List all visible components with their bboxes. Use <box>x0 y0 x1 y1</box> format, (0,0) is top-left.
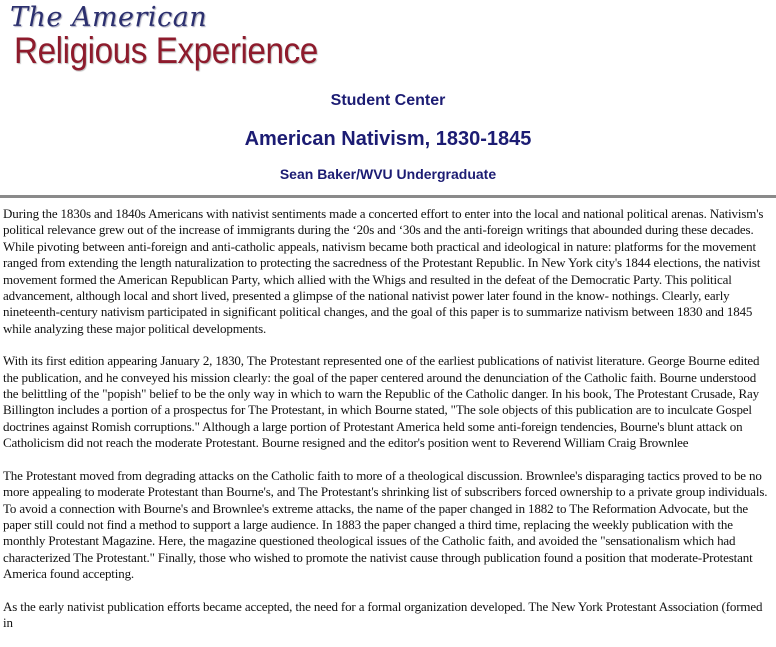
paragraph: During the 1830s and 1840s Americans with nativist sentiments made a concerted effort to enter into the local and national political arenas. Nativism's political relevance grew out of the increase of immigrants during the ‘20s and ‘30s and the anti-foreign writings that abounded during these decades. While pivoting between anti-foreign and anti-catholic appeals, nativism became both practical and ideological in nature: platforms for the movement ranged from extending the length naturalization to protecting the sacredness of the Protestant Republic. In New York city's 1844 elections, the nativist movement formed the American Republican Party, which allied with the Whigs and resulted in the defeat of the Democratic Party. This political advancement, although local and short lived, presented a glimpse of the national nativist power later found in the know- nothings. Clearly, early nineteenth-century nativism participated in significant political changes, and the goal of this paper is to summarize nativism between 1830 and 1845 while analyzing these major political developments. <box>3 206 764 336</box>
paragraph: With its first edition appearing January 2, 1830, The Protestant represented one of the earliest publications of nativist literature. George Bourne edited the publication, and he conveyed his mission clearly: the goal of the paper centered around the denunciation of the Catholic faith. Bourne understood the belittling of the "popish" belief to be the only way in which to warn the Republic of the Catholic danger. In his book, The Protestant Crusade, Ray Billington includes a portion of a prospectus for The Protestant, in which Bourne stated, "The sole objects of this publication are to inculcate Gospel doctrines against Romish corruptions." Although a large portion of Protestant America held some anti-foreign tendencies, Bourne's blunt attack on Catholicism did not reach the moderate Protestant. Bourne resigned and the editor's position went to Reverend William Craig Brownlee <box>3 353 760 451</box>
site-logo[interactable] <box>4 2 324 76</box>
logo-line-2: Religious Experience <box>14 30 318 71</box>
divider <box>0 195 776 198</box>
section-heading: Student Center <box>330 92 446 109</box>
page-title: American Nativism, 1830-1845 <box>244 128 532 150</box>
paragraph: As the early nativist publication efforts became accepted, the need for a formal organization developed. The New York Protestant Association (formed in <box>3 598 763 630</box>
logo-line-1: The American <box>10 2 208 33</box>
author-byline: Sean Baker/WVU Undergraduate <box>279 166 497 182</box>
paragraph: The Protestant moved from degrading attacks on the Catholic faith to more of a theological discussion. Brownlee's disparaging tactics proved to be no more appealing to moderate Protestant than Bourne's, and The Protestant's shrinking list of subscribers forced ownership to a private group individuals. To avoid a connection with Bourne's and Brownlee's extreme attacks, the name of the paper changed in 1882 to The Reformation Advocate, but the paper still could not find a method to support a large audience. In 1883 the paper changed a third time, replacing the weekly publication with the monthly Protestant Magazine. Here, the magazine questioned theological issues of the Catholic faith, and avoided the "sensationalism which had characterized The Protestant." Finally, those who wished to promote the nativist cause through publication found a position that moderate-Protestant America found accepting. <box>3 467 768 582</box>
article-body <box>3 206 773 647</box>
